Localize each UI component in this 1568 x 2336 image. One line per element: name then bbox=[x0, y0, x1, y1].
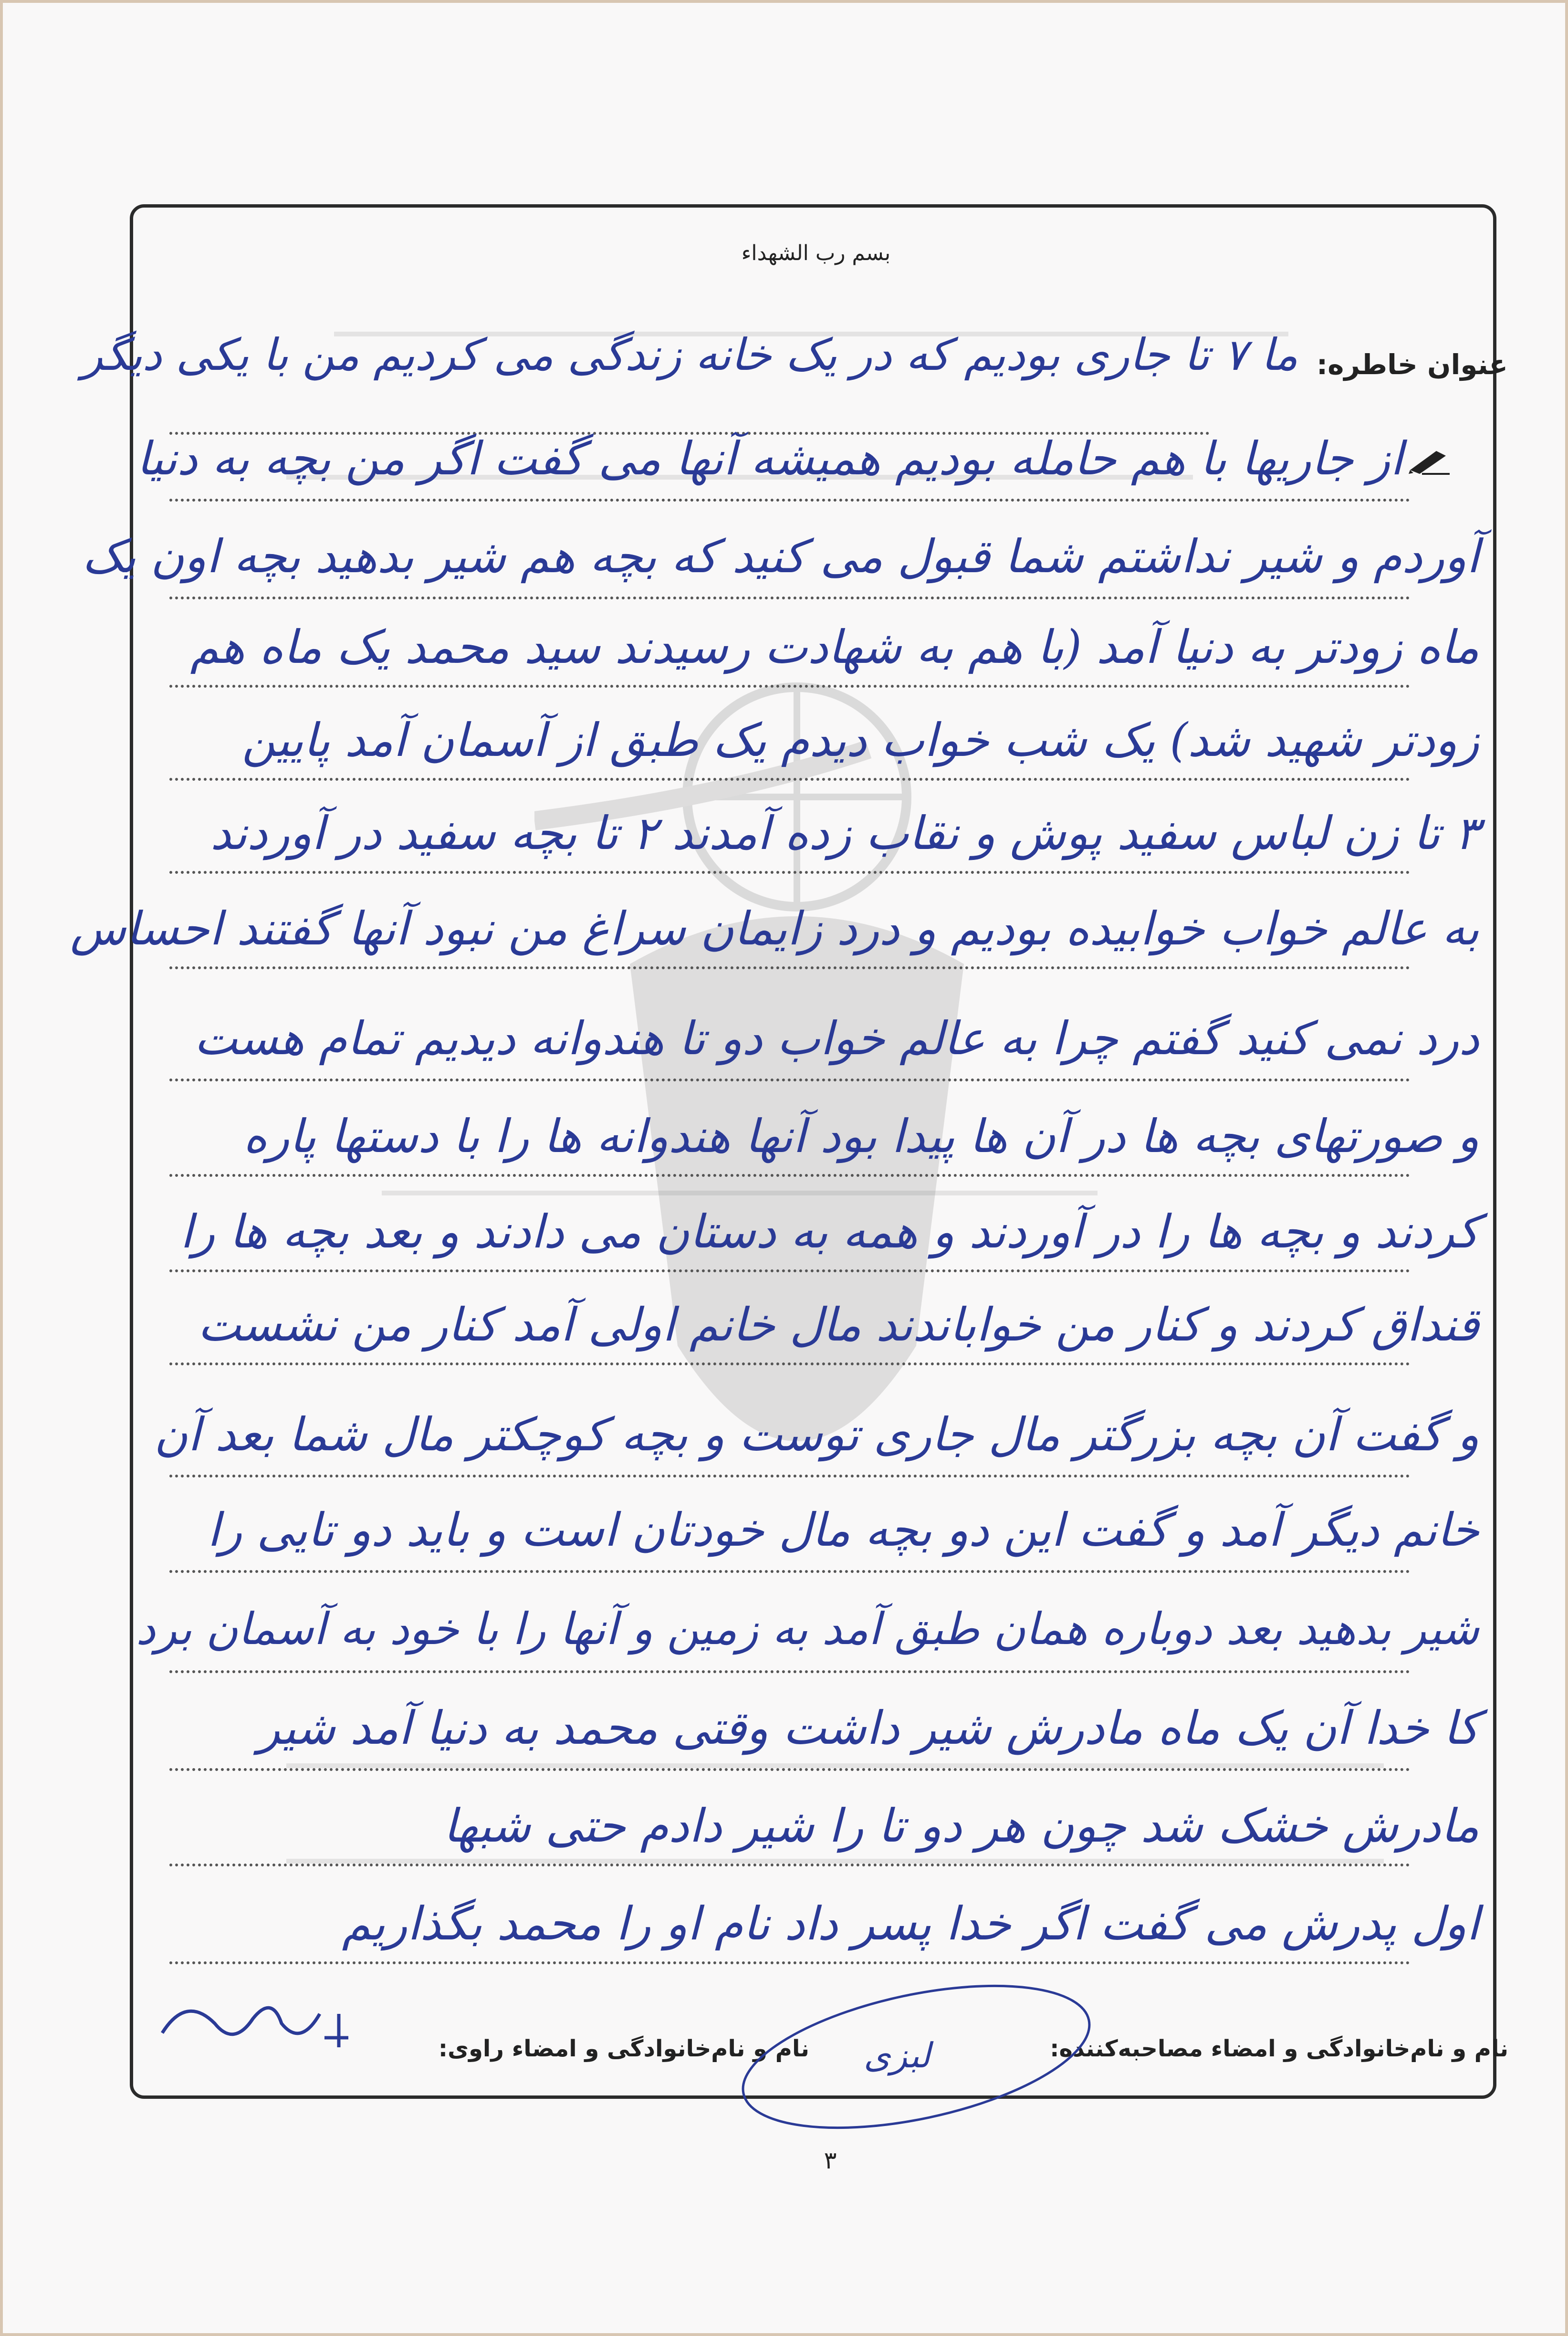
handwritten-line: درد نمی کنید گفتم چرا به عالم خواب دو تا هندوانه دیدیم تمام هست bbox=[194, 1012, 1479, 1065]
writing-line bbox=[169, 1174, 1410, 1177]
writing-line bbox=[169, 1961, 1410, 1964]
handwritten-line: خانم دیگر آمد و گفت این دو بچه مال خودتان است و باید دو تایی را bbox=[207, 1503, 1479, 1557]
bismillah-header: بسم رب الشهداء bbox=[741, 241, 891, 265]
writing-line bbox=[169, 1269, 1410, 1272]
handwritten-line: اول پدرش می گفت اگر خدا پسر داد نام او را محمد بگذاریم bbox=[342, 1897, 1479, 1950]
handwritten-line: آوردم و شیر نداشتم شما قبول می کنید که بچه هم شیر بدهید بچه اون یک bbox=[82, 530, 1479, 583]
writing-line bbox=[169, 597, 1410, 599]
handwritten-line: کردند و بچه ها را در آوردند و همه به دستان می دادند و بعد بچه ها را bbox=[180, 1205, 1479, 1258]
page-number: ۳ bbox=[824, 2147, 837, 2174]
writing-line bbox=[169, 685, 1410, 688]
handwritten-line: شیر بدهید بعد دوباره همان طبق آمد به زمین و آنها را با خود به آسمان برد bbox=[136, 1603, 1479, 1655]
interviewer-signature: لبزی bbox=[864, 2035, 930, 2075]
writing-line bbox=[169, 1475, 1410, 1477]
narrator-label: نام و نام‌خانوادگی و امضاء راوی: bbox=[438, 2035, 809, 2062]
writing-line bbox=[169, 966, 1410, 969]
writing-line bbox=[169, 1768, 1410, 1771]
writing-line bbox=[169, 499, 1410, 502]
handwritten-line: مادرش خشک شد چون هر دو تا را شیر دادم حتی شبها bbox=[443, 1799, 1479, 1853]
writing-line bbox=[169, 1362, 1410, 1365]
writing-line bbox=[169, 1670, 1410, 1673]
pen-icon bbox=[1408, 446, 1451, 475]
memory-title-label: عنوان خاطره: bbox=[1317, 348, 1508, 381]
handwritten-line: و گفت آن بچه بزرگتر مال جاری توست و بچه کوچکتر مال شما بعد آن bbox=[154, 1408, 1479, 1461]
handwritten-line: و صورتهای بچه ها در آن ها پیدا بود آنها هندوانه ها را با دستها پاره bbox=[243, 1110, 1479, 1163]
writing-line bbox=[169, 1864, 1410, 1866]
handwritten-line: کا خدا آن یک ماه مادرش شیر داشت وقتی محمد به دنیا آمد شیر bbox=[258, 1701, 1479, 1755]
handwritten-line: به عالم خواب خوابیده بودیم و درد زایمان سراغ من نبود آنها گفتند احساس bbox=[70, 902, 1479, 955]
handwritten-line: ماه زودتر به دنیا آمد (با هم به شهادت رسیدند سید محمد یک ماه هم bbox=[190, 620, 1479, 674]
writing-line bbox=[169, 871, 1410, 874]
writing-line bbox=[169, 1570, 1410, 1573]
handwritten-line: زودتر شهید شد) یک شب خواب دیدم یک طبق از آسمان آمد پایین bbox=[242, 713, 1479, 767]
writing-line bbox=[169, 1079, 1410, 1081]
writing-line bbox=[169, 778, 1410, 781]
handwritten-line: قنداق کردند و کنار من خواباندند مال خانم اولی آمد کنار من نشست bbox=[198, 1298, 1479, 1351]
handwritten-line: از جاریها با هم حامله بودیم همیشه آنها می گفت اگر من بچه به دنیا bbox=[136, 432, 1403, 485]
handwritten-line: ما ۷ تا جاری بودیم که در یک خانه زندگی می کردیم من با یکی دیگر bbox=[82, 329, 1298, 380]
interviewer-label: نام و نام‌خانوادگی و امضاء مصاحبه‌کننده: bbox=[1050, 2035, 1508, 2062]
handwritten-line: ۳ تا زن لباس سفید پوش و نقاب زده آمدند ۲ تا بچه سفید در آوردند bbox=[210, 807, 1479, 860]
narrator-signature bbox=[157, 1966, 358, 2062]
